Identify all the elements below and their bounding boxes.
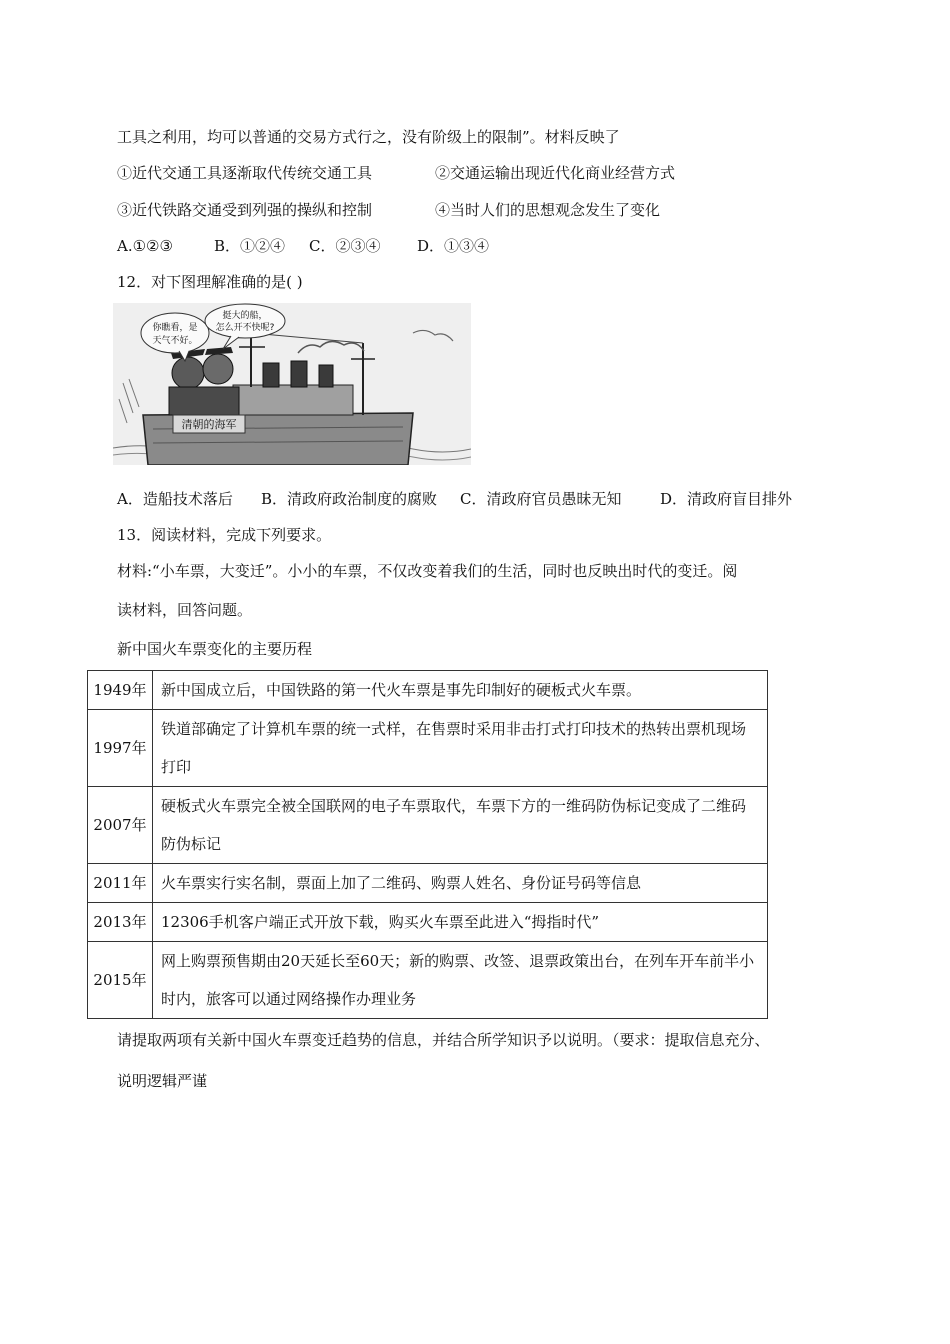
q11-option-b: B．①②④ <box>214 237 286 255</box>
q13-material-line-2: 读材料，回答问题。 <box>117 601 253 619</box>
q13-requirement-line-2: 说明逻辑严谨 <box>117 1072 208 1090</box>
cartoon-hull-label: 清朝的海军 <box>181 418 237 431</box>
cartoon-qing-navy-image <box>113 303 471 465</box>
table-cell-year: 2007年 <box>88 787 153 864</box>
cartoon-bubble-right-line-2: 怎么开不快呢? <box>215 323 275 333</box>
table-cell-text: 新中国成立后，中国铁路的第一代火车票是事先印制好的硬板式火车票。 <box>153 671 768 710</box>
q11-statement-2: ②交通运输出现近代化商业经营方式 <box>435 164 676 182</box>
table-cell-text: 硬板式火车票完全被全国联网的电子车票取代，车票下方的一维码防伪标记变成了二维码防伪标记 <box>153 787 768 864</box>
table-row <box>88 710 768 787</box>
table-cell-text: 12306手机客户端正式开放下载，购买火车票至此进入“拇指时代” <box>153 903 768 942</box>
table-cell-text: 火车票实行实名制，票面上加了二维码、购票人姓名、身份证号码等信息 <box>153 864 768 903</box>
q12-options <box>117 489 792 509</box>
q13-stem: 13．阅读材料，完成下列要求。 <box>117 526 332 544</box>
q11-statement-3: ③近代铁路交通受到列强的操纵和控制 <box>117 201 373 219</box>
q12-option-d: D．清政府盲目排外 <box>660 490 793 508</box>
table-cell-text: 铁道部确定了计算机车票的统一式样，在售票时采用非击打式打印技术的热转出票机现场打印 <box>153 710 768 787</box>
table-row <box>88 787 768 864</box>
q11-statement-1: ①近代交通工具逐渐取代传统交通工具 <box>117 164 373 182</box>
q11-continuation: 工具之利用，均可以普通的交易方式行之，没有阶级上的限制”。材料反映了 <box>117 128 620 146</box>
q12-option-a: A．造船技术落后 <box>117 490 233 508</box>
q13-table-title: 新中国火车票变化的主要历程 <box>117 640 313 658</box>
q11-options <box>117 236 489 256</box>
q11-statement-4: ④当时人们的思想观念发生了变化 <box>435 201 661 219</box>
table-cell-year: 2015年 <box>88 942 153 1019</box>
q11-statements-row-2 <box>117 200 660 220</box>
ticket-history-table <box>87 670 768 1019</box>
q11-statements-row-1 <box>117 163 675 183</box>
q13-material-line-1: 材料:“小车票，大变迁”。小小的车票，不仅改变着我们的生活，同时也反映出时代的变迁。阅 <box>117 562 738 580</box>
cartoon-bubble-right-line-1: 挺大的船， <box>222 311 268 321</box>
table-row <box>88 942 768 1019</box>
q11-option-c: C．②③④ <box>309 237 381 255</box>
table-row <box>88 903 768 942</box>
table-cell-year: 2013年 <box>88 903 153 942</box>
table-cell-year: 1997年 <box>88 710 153 787</box>
q12-option-b: B．清政府政治制度的腐败 <box>261 490 438 508</box>
table-cell-text: 网上购票预售期由20天延长至60天；新的购票、改签、退票政策出台，在列车开车前半小时内，旅客可以通过网络操作办理业务 <box>153 942 768 1019</box>
q12-stem: 12．对下图理解准确的是( ) <box>117 273 303 291</box>
q13-requirement-line-1: 请提取两项有关新中国火车票变迁趋势的信息，并结合所学知识予以说明。（要求：提取信息充分、 <box>117 1031 770 1049</box>
q11-option-d: D．①③④ <box>417 237 490 255</box>
q11-option-a: A.①②③ <box>117 237 173 255</box>
table-cell-year: 1949年 <box>88 671 153 710</box>
q12-option-c: C．清政府官员愚昧无知 <box>460 490 622 508</box>
table-row <box>88 864 768 903</box>
table-cell-year: 2011年 <box>88 864 153 903</box>
table-row <box>88 671 768 710</box>
cartoon-bubble-left-line-1: 你瞧看，是 <box>152 323 198 333</box>
cartoon-bubble-left-line-2: 天气不好。 <box>152 336 198 346</box>
